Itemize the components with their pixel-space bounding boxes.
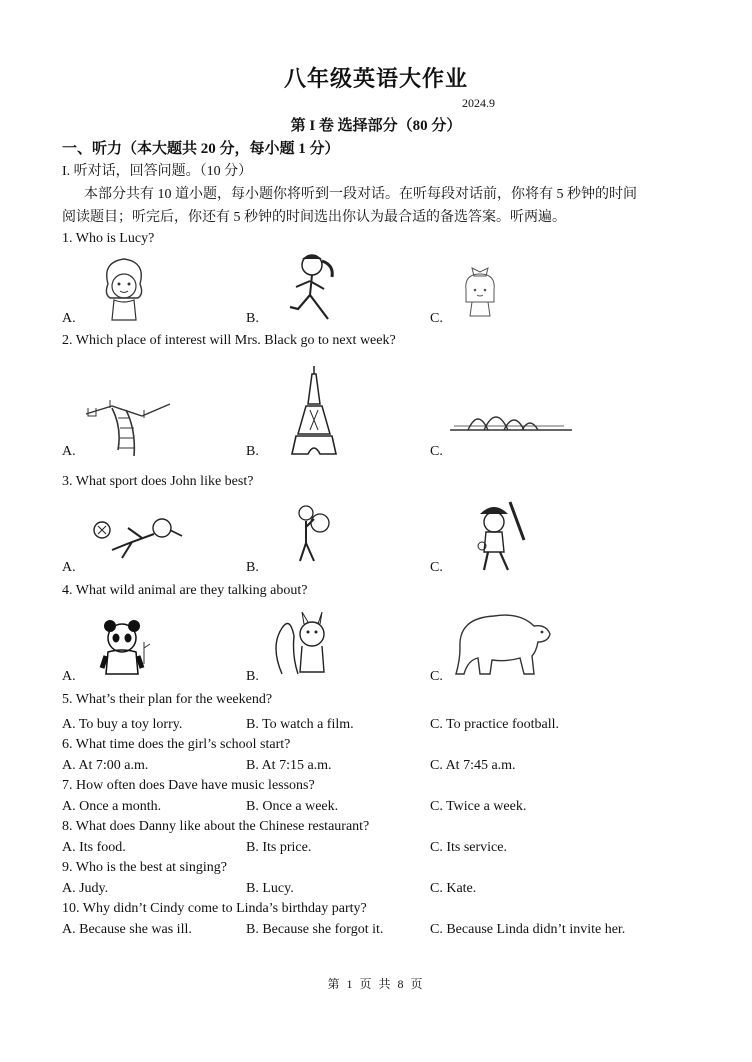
q10-option-b: B. Because she forgot it. bbox=[246, 922, 384, 937]
q8-option-c: C. Its service. bbox=[430, 840, 507, 855]
q9-option-b: B. Lucy. bbox=[246, 881, 294, 896]
panda-image bbox=[98, 618, 156, 680]
girl-face-image bbox=[98, 254, 150, 326]
q3-option-c: C. bbox=[430, 560, 443, 575]
girl-with-bow-image bbox=[458, 262, 502, 320]
squirrel-image bbox=[274, 606, 332, 678]
basketball-player-image bbox=[290, 503, 334, 567]
q1-option-c: C. bbox=[430, 311, 443, 326]
question-7: 7. How often does Dave have music lessons? bbox=[62, 778, 315, 793]
eiffel-tower-image bbox=[290, 364, 338, 456]
question-1: 1. Who is Lucy? bbox=[62, 231, 155, 246]
q6-option-a: A. At 7:00 a.m. bbox=[62, 758, 149, 773]
q5-option-b: B. To watch a film. bbox=[246, 717, 354, 732]
q4-option-a: A. bbox=[62, 669, 76, 684]
q1-option-a: A. bbox=[62, 311, 76, 326]
section-title: 第 I 卷 选择部分（80 分） bbox=[290, 118, 462, 134]
q2-option-c: C. bbox=[430, 444, 443, 459]
q7-option-c: C. Twice a week. bbox=[430, 799, 527, 814]
q7-option-a: A. Once a month. bbox=[62, 799, 162, 814]
soccer-player-image bbox=[92, 512, 188, 562]
instruction-line-1: 本部分共有 10 道小题，每小题你将听到一段对话。在听每段对话前，你将有 5 秒钟的时间 bbox=[84, 187, 637, 202]
part-heading: 一、听力（本大题共 20 分，每小题 1 分） bbox=[62, 141, 340, 157]
running-girl-image bbox=[276, 249, 346, 323]
bear-image bbox=[454, 608, 554, 678]
q2-option-a: A. bbox=[62, 444, 76, 459]
sydney-opera-house-image bbox=[448, 404, 574, 434]
page-title: 八年级英语大作业 bbox=[283, 66, 468, 91]
question-6: 6. What time does the girl’s school start? bbox=[62, 737, 291, 752]
q9-option-c: C. Kate. bbox=[430, 881, 477, 896]
q3-option-b: B. bbox=[246, 560, 259, 575]
great-wall-image bbox=[82, 394, 174, 458]
q10-option-c: C. Because Linda didn’t invite her. bbox=[430, 922, 626, 937]
q4-option-c: C. bbox=[430, 669, 443, 684]
question-9: 9. Who is the best at singing? bbox=[62, 860, 227, 875]
sub-heading: I. 听对话，回答问题。（10 分） bbox=[62, 164, 253, 179]
q8-option-a: A. Its food. bbox=[62, 840, 126, 855]
q4-option-b: B. bbox=[246, 669, 259, 684]
q9-option-a: A. Judy. bbox=[62, 881, 109, 896]
baseball-player-image bbox=[470, 500, 528, 574]
question-3: 3. What sport does John like best? bbox=[62, 474, 254, 489]
q8-option-b: B. Its price. bbox=[246, 840, 312, 855]
q10-option-a: A. Because she was ill. bbox=[62, 922, 192, 937]
instruction-line-2: 阅读题目；听完后，你还有 5 秒钟的时间选出你认为最合适的备选答案。听两遍。 bbox=[62, 210, 566, 225]
q3-option-a: A. bbox=[62, 560, 76, 575]
question-10: 10. Why didn’t Cindy come to Linda’s birthday party? bbox=[62, 901, 367, 916]
q5-option-a: A. To buy a toy lorry. bbox=[62, 717, 183, 732]
question-5: 5. What’s their plan for the weekend? bbox=[62, 692, 273, 707]
q5-option-c: C. To practice football. bbox=[430, 717, 560, 732]
q6-option-c: C. At 7:45 a.m. bbox=[430, 758, 516, 773]
question-2: 2. Which place of interest will Mrs. Black go to next week? bbox=[62, 333, 396, 348]
q2-option-b: B. bbox=[246, 444, 259, 459]
q6-option-b: B. At 7:15 a.m. bbox=[246, 758, 332, 773]
q1-option-b: B. bbox=[246, 311, 259, 326]
question-8: 8. What does Danny like about the Chinese restaurant? bbox=[62, 819, 370, 834]
q7-option-b: B. Once a week. bbox=[246, 799, 339, 814]
page-number: 第 1 页 共 8 页 bbox=[327, 977, 425, 991]
exam-date: 2024.9 bbox=[462, 96, 495, 110]
question-4: 4. What wild animal are they talking about? bbox=[62, 583, 308, 598]
